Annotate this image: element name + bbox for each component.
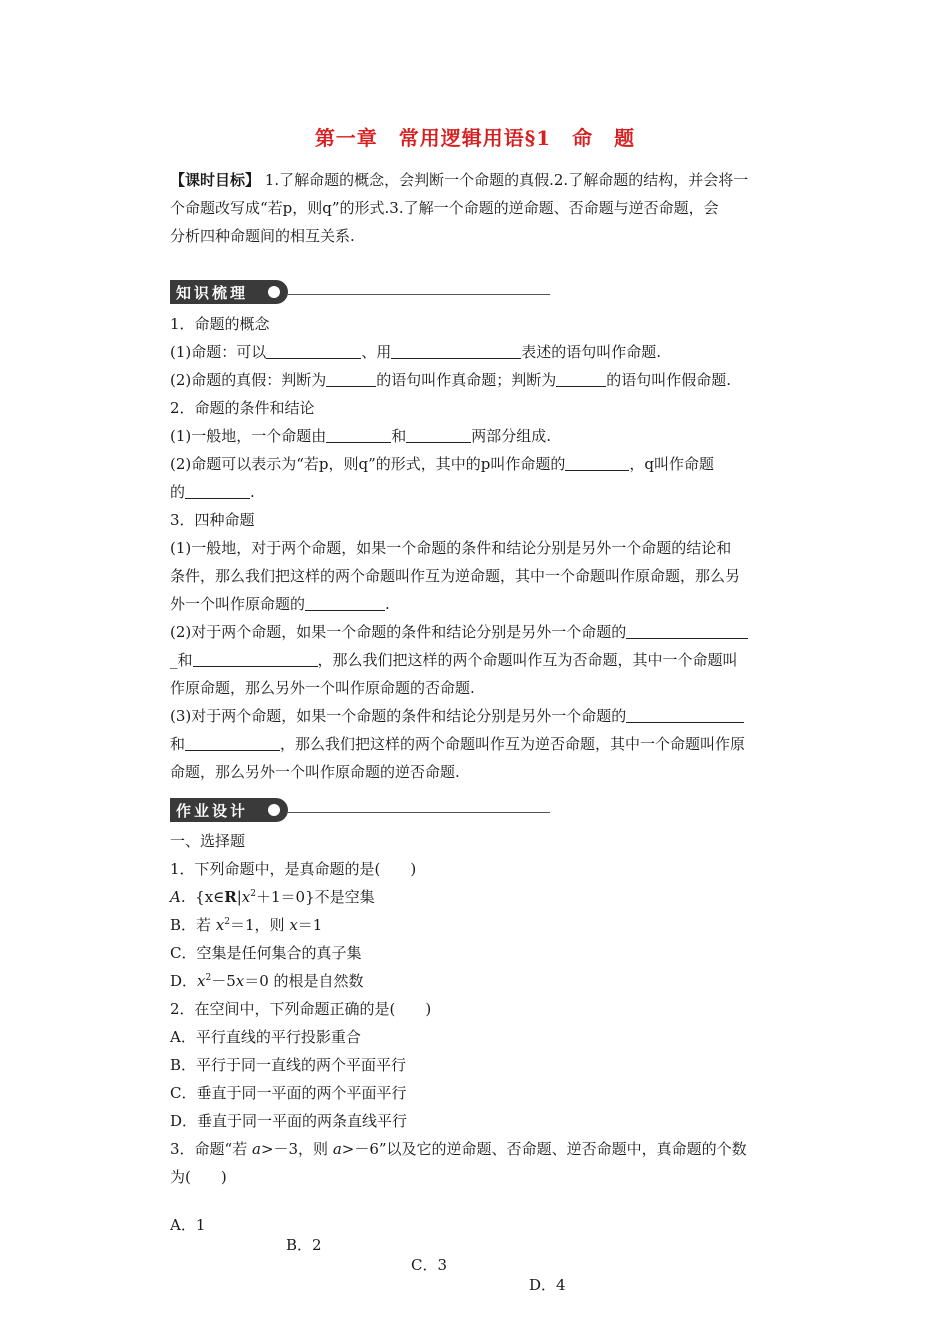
k-l4a: (2)命题可以表示为“若p，则q”的形式，其中的p叫作命题的 xyxy=(170,455,566,473)
q1d-part: D． xyxy=(170,972,198,990)
section-tag xyxy=(170,798,288,822)
k-line-8 xyxy=(170,594,820,614)
goal-label: 【课时目标】 xyxy=(170,171,261,189)
k-line-9 xyxy=(170,622,820,642)
q1d-part: ＝0 的根是自然数 xyxy=(244,972,364,990)
k-line-6: (1)一般地，对于两个命题，如果一个命题的条件和结论分别是另外一个命题的结论和 xyxy=(170,539,732,557)
q2-option-d: D．垂直于同一平面的两条直线平行 xyxy=(170,1112,408,1130)
k-l8a: 外一个叫作原命题的 xyxy=(170,595,306,613)
k-l12a: (3)对于两个命题，如果一个命题的条件和结论分别是另外一个命题的 xyxy=(170,707,627,725)
k-l8b: . xyxy=(385,595,390,613)
var-a: a xyxy=(251,1140,261,1158)
k-l5a: 的 xyxy=(170,483,186,501)
k-l3c: 两部分组成. xyxy=(471,427,552,445)
bullet-dot-icon xyxy=(268,286,280,298)
fill-blank xyxy=(266,344,361,359)
var-x: x xyxy=(197,972,206,990)
var-x: x xyxy=(241,888,251,906)
q2-option-a: A．平行直线的平行投影重合 xyxy=(170,1028,361,1046)
section-title-homework: 作业设计 xyxy=(176,802,249,820)
var-a: a xyxy=(332,1140,342,1158)
k-line-12 xyxy=(170,706,820,726)
k-line-2 xyxy=(170,370,820,390)
fill-blank xyxy=(626,624,748,639)
goal-line-1 xyxy=(170,170,820,190)
superscript: 2 xyxy=(250,889,256,899)
superscript: 2 xyxy=(205,973,212,983)
k-heading-2: 2．命题的条件和结论 xyxy=(170,399,315,417)
k-l3a: (1)一般地，一个命题由 xyxy=(170,427,327,445)
bullet-dot-icon xyxy=(268,804,280,816)
q1b-part: ＝1 xyxy=(297,916,323,934)
q3-part: >－6”以及它的逆命题、否命题、逆否命题中，真命题的个数 xyxy=(341,1140,747,1158)
fill-blank xyxy=(185,484,250,499)
k-line-13 xyxy=(170,734,820,754)
k-l3b: 和 xyxy=(391,427,407,445)
var-x: x xyxy=(215,916,225,934)
q3-option-b: B．2 xyxy=(286,1236,322,1254)
question-3-cont: 为( ) xyxy=(170,1168,227,1186)
section-header-knowledge xyxy=(170,280,550,306)
section-title-knowledge: 知识梳理 xyxy=(176,284,249,302)
goal-line-3: 分析四种命题间的相互关系. xyxy=(170,227,355,245)
k-l13a: 和 xyxy=(170,735,186,753)
q2-option-c: C．垂直于同一平面的两个平面平行 xyxy=(170,1084,407,1102)
q1d-part: －5 xyxy=(211,972,236,990)
q3-part: >－3，则 xyxy=(260,1140,333,1158)
q1-option-d xyxy=(170,971,820,991)
q1-option-a xyxy=(170,887,820,907)
k-line-7: 条件，那么我们把这样的两个命题叫作互为逆命题，其中一个命题叫作原命题，那么另 xyxy=(170,567,741,585)
k-l2c: 的语句叫作假命题. xyxy=(606,371,732,389)
section-rule xyxy=(286,812,550,813)
fill-blank xyxy=(391,344,521,359)
var-x: x xyxy=(289,916,298,934)
fill-blank xyxy=(193,652,318,667)
k-l2b: 的语句叫作真命题；判断为 xyxy=(376,371,557,389)
opt-letter: A. xyxy=(170,888,186,906)
fill-blank xyxy=(565,456,629,471)
section-header-homework xyxy=(170,798,550,824)
q1a-part: {x∈ xyxy=(195,888,225,906)
k-line-4 xyxy=(170,454,820,474)
fill-blank xyxy=(185,736,280,751)
k-line-11: 作原命题，那么另外一个叫作原命题的否命题. xyxy=(170,679,475,697)
page-title: 第一章 常用逻辑用语§1 命 题 xyxy=(314,126,636,150)
k-line-5 xyxy=(170,482,820,502)
k-l13b: ，那么我们把这样的两个命题叫作互为逆否命题，其中一个命题叫作原 xyxy=(280,735,746,753)
q3-option-d: D．4 xyxy=(529,1276,566,1294)
k-l10b: ，那么我们把这样的两个命题叫作互为否命题，其中一个命题叫 xyxy=(317,651,738,669)
var-x: x xyxy=(235,972,245,990)
question-3 xyxy=(170,1139,820,1159)
q3-part: 3．命题“若 xyxy=(170,1140,252,1158)
fill-blank xyxy=(326,372,376,387)
superscript: 2 xyxy=(224,917,230,927)
k-l5b: . xyxy=(250,483,255,501)
goal-text-1: 1.了解命题的概念，会判断一个命题的真假.2.了解命题的结构，并会将一 xyxy=(264,171,749,189)
goal-line-2: 个命题改写成“若p，则q”的形式.3.了解一个命题的逆命题、否命题与逆否命题，会 xyxy=(170,199,719,217)
k-l1b: 、用 xyxy=(361,343,392,361)
q3-options xyxy=(170,1195,820,1315)
k-l1a: (1)命题：可以 xyxy=(170,343,267,361)
q3-option-c: C．3 xyxy=(411,1256,448,1274)
k-l9a: (2)对于两个命题，如果一个命题的条件和结论分别是另外一个命题的 xyxy=(170,623,627,641)
k-line-1 xyxy=(170,342,820,362)
section-rule xyxy=(286,294,550,295)
k-l2a: (2)命题的真假：判断为 xyxy=(170,371,327,389)
section-tag xyxy=(170,280,288,304)
fill-blank xyxy=(326,428,391,443)
q1a-part: ＋1＝0}不是空集 xyxy=(256,888,375,906)
hw-part-heading: 一、选择题 xyxy=(170,832,246,850)
k-line-14: 命题，那么另外一个叫作原命题的逆否命题. xyxy=(170,763,460,781)
fill-blank xyxy=(556,372,606,387)
k-line-3 xyxy=(170,426,820,446)
q1b-part: B．若 xyxy=(170,916,216,934)
k-l10a: _和 xyxy=(170,651,193,669)
k-line-10 xyxy=(170,650,820,670)
k-l4b: ，q叫作命题 xyxy=(629,455,715,473)
q3-option-a: A．1 xyxy=(170,1216,206,1234)
k-l1c: 表述的语句叫作命题. xyxy=(521,343,662,361)
q1b-part: ＝1，则 xyxy=(230,916,290,934)
q1-option-b xyxy=(170,915,820,935)
q1a-part: | xyxy=(236,888,242,906)
question-2: 2．在空间中，下列命题正确的是( ) xyxy=(170,1000,432,1018)
k-heading-3: 3．四种命题 xyxy=(170,511,255,529)
question-1: 1．下列命题中，是真命题的是( ) xyxy=(170,860,417,878)
fill-blank xyxy=(406,428,471,443)
q1-option-c: C．空集是任何集合的真子集 xyxy=(170,944,362,962)
q2-option-b: B．平行于同一直线的两个平面平行 xyxy=(170,1056,407,1074)
q1a-R: R xyxy=(224,888,237,906)
k-heading-1: 1．命题的概念 xyxy=(170,315,270,333)
fill-blank xyxy=(626,708,744,723)
fill-blank xyxy=(305,596,385,611)
